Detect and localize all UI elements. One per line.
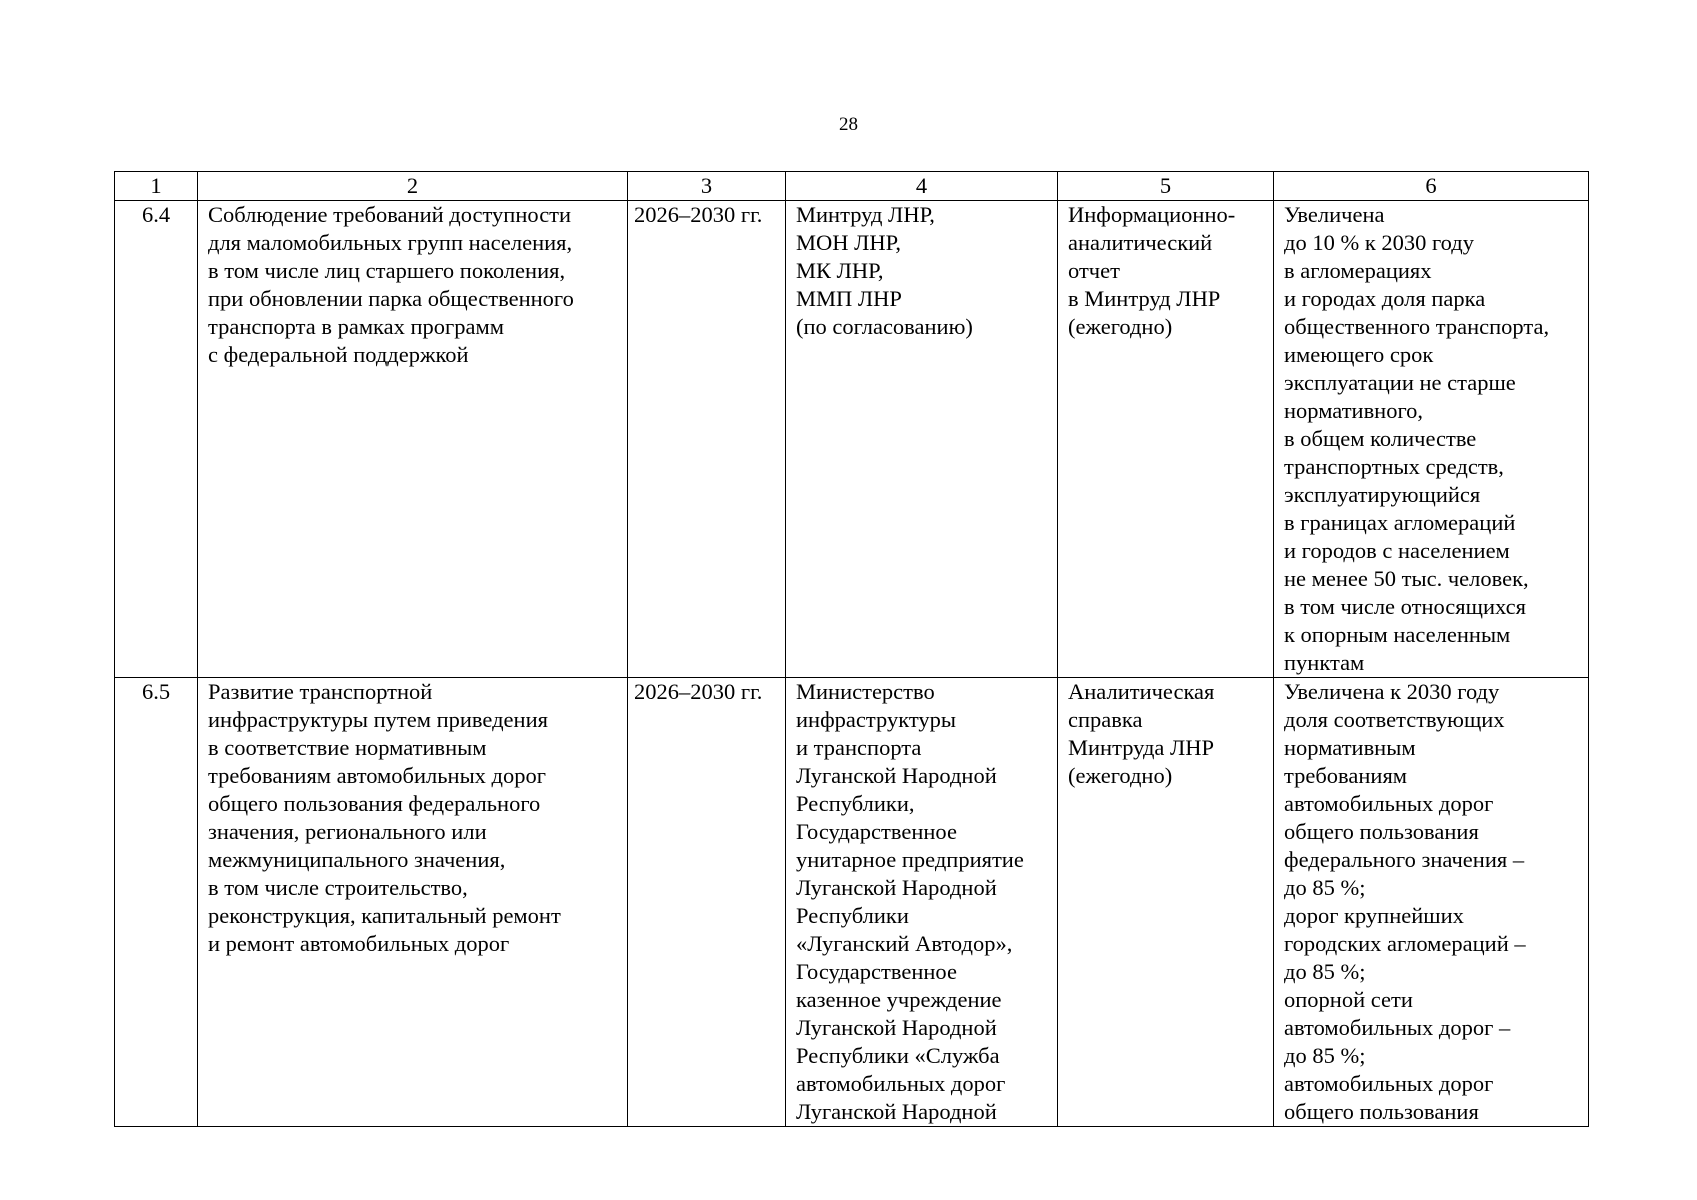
- cell-line: Аналитическая: [1068, 679, 1215, 704]
- cell-line: дорог крупнейших: [1284, 903, 1464, 928]
- cell-line: до 85 %;: [1284, 875, 1366, 900]
- cell-line: имеющего срок: [1284, 342, 1434, 367]
- cell-line: Республики «Служба: [796, 1043, 1000, 1068]
- cell-line: справка: [1068, 707, 1143, 732]
- cell-line: в соответствие нормативным: [208, 735, 487, 760]
- executors-cell: [786, 678, 1058, 1127]
- cell-line: общего пользования федерального: [208, 791, 541, 816]
- cell-line: (по согласованию): [796, 314, 973, 339]
- cell-line: в том числе лиц старшего поколения,: [208, 258, 566, 283]
- cell-line: доля соответствующих: [1284, 707, 1505, 732]
- cell-line: до 85 %;: [1284, 1043, 1366, 1068]
- cell-line: инфраструктуры: [796, 707, 956, 732]
- cell-line: транспортных средств,: [1284, 454, 1504, 479]
- cell-line: в агломерациях: [1284, 258, 1432, 283]
- cell-line: Министерство: [796, 679, 935, 704]
- cell-line: городских агломераций –: [1284, 931, 1526, 956]
- cell-line: реконструкция, капитальный ремонт: [208, 903, 561, 928]
- result-cell: [1274, 678, 1589, 1127]
- report-cell: [1058, 678, 1274, 1127]
- cell-line: в том числе относящихся: [1284, 594, 1526, 619]
- cell-line: (ежегодно): [1068, 314, 1173, 339]
- period-cell: 2026–2030 гг.: [628, 201, 786, 678]
- cell-line: в границах агломераций: [1284, 510, 1516, 535]
- cell-line: Увеличена к 2030 году: [1284, 679, 1500, 704]
- header-cell-5: 5: [1058, 172, 1274, 201]
- cell-line: «Луганский Автодор»,: [796, 931, 1013, 956]
- table-header-row: [115, 172, 1589, 201]
- cell-line: не менее 50 тыс. человек,: [1284, 566, 1529, 591]
- cell-line: инфраструктуры путем приведения: [208, 707, 548, 732]
- cell-line: Луганской Народной: [796, 1015, 997, 1040]
- cell-line: транспорта в рамках программ: [208, 314, 504, 339]
- cell-line: Развитие транспортной: [208, 679, 433, 704]
- header-cell-2: 2: [198, 172, 628, 201]
- measure-cell: [198, 201, 628, 678]
- cell-line: эксплуатирующийся: [1284, 482, 1481, 507]
- header-cell-1: 1: [115, 172, 198, 201]
- cell-line: межмуниципального значения,: [208, 847, 506, 872]
- cell-line: значения, регионального или: [208, 819, 487, 844]
- cell-line: в общем количестве: [1284, 426, 1477, 451]
- cell-line: автомобильных дорог: [1284, 791, 1494, 816]
- cell-line: до 10 % к 2030 году: [1284, 230, 1474, 255]
- measure-cell: [198, 678, 628, 1127]
- cell-line: требованиям: [1284, 763, 1408, 788]
- cell-line: (ежегодно): [1068, 763, 1173, 788]
- cell-line: Увеличена: [1284, 202, 1385, 227]
- period-cell: 2026–2030 гг.: [628, 678, 786, 1127]
- cell-line: Минтруд ЛНР,: [796, 202, 935, 227]
- cell-line: Государственное: [796, 819, 957, 844]
- cell-line: Информационно-: [1068, 202, 1236, 227]
- cell-line: Соблюдение требований доступности: [208, 202, 572, 227]
- cell-line: отчет: [1068, 258, 1120, 283]
- cell-line: пунктам: [1284, 650, 1365, 675]
- cell-line: опорной сети: [1284, 987, 1413, 1012]
- cell-line: МК ЛНР,: [796, 258, 884, 283]
- measures-table: [114, 171, 1589, 1127]
- header-cell-3: 3: [628, 172, 786, 201]
- table-row: [115, 201, 1589, 678]
- cell-line: Республики,: [796, 791, 915, 816]
- cell-line: для маломобильных групп населения,: [208, 230, 573, 255]
- cell-line: в Минтруд ЛНР: [1068, 286, 1221, 311]
- cell-line: автомобильных дорог: [796, 1071, 1006, 1096]
- cell-line: и городах доля парка: [1284, 286, 1486, 311]
- cell-line: и городов с населением: [1284, 538, 1510, 563]
- cell-line: Луганской Народной: [796, 875, 997, 900]
- cell-line: МОН ЛНР,: [796, 230, 901, 255]
- table-row: [115, 678, 1589, 1127]
- header-cell-4: 4: [786, 172, 1058, 201]
- cell-line: до 85 %;: [1284, 959, 1366, 984]
- cell-line: нормативного,: [1284, 398, 1424, 423]
- result-cell: [1274, 201, 1589, 678]
- cell-line: с федеральной поддержкой: [208, 342, 469, 367]
- header-cell-6: 6: [1274, 172, 1589, 201]
- row-number: 6.4: [115, 201, 198, 678]
- cell-line: унитарное предприятие: [796, 847, 1024, 872]
- cell-line: Государственное: [796, 959, 957, 984]
- cell-line: Минтруда ЛНР: [1068, 735, 1215, 760]
- cell-line: при обновлении парка общественного: [208, 286, 574, 311]
- cell-line: эксплуатации не старше: [1284, 370, 1516, 395]
- cell-line: к опорным населенным: [1284, 622, 1511, 647]
- cell-line: нормативным: [1284, 735, 1416, 760]
- cell-line: требованиям автомобильных дорог: [208, 763, 546, 788]
- cell-line: Луганской Народной: [796, 763, 997, 788]
- cell-line: федерального значения –: [1284, 847, 1525, 872]
- row-number: 6.5: [115, 678, 198, 1127]
- page-number: 28: [839, 114, 858, 135]
- cell-line: ММП ЛНР: [796, 286, 902, 311]
- cell-line: в том числе строительство,: [208, 875, 468, 900]
- executors-cell: [786, 201, 1058, 678]
- cell-line: автомобильных дорог: [1284, 1071, 1494, 1096]
- report-cell: [1058, 201, 1274, 678]
- cell-line: общего пользования: [1284, 819, 1479, 844]
- cell-line: казенное учреждение: [796, 987, 1002, 1012]
- cell-line: Республики: [796, 903, 909, 928]
- cell-line: автомобильных дорог –: [1284, 1015, 1511, 1040]
- cell-line: общего пользования: [1284, 1099, 1479, 1124]
- cell-line: и ремонт автомобильных дорог: [208, 931, 510, 956]
- cell-line: общественного транспорта,: [1284, 314, 1550, 339]
- cell-line: и транспорта: [796, 735, 922, 760]
- cell-line: Луганской Народной: [796, 1099, 997, 1124]
- cell-line: аналитический: [1068, 230, 1213, 255]
